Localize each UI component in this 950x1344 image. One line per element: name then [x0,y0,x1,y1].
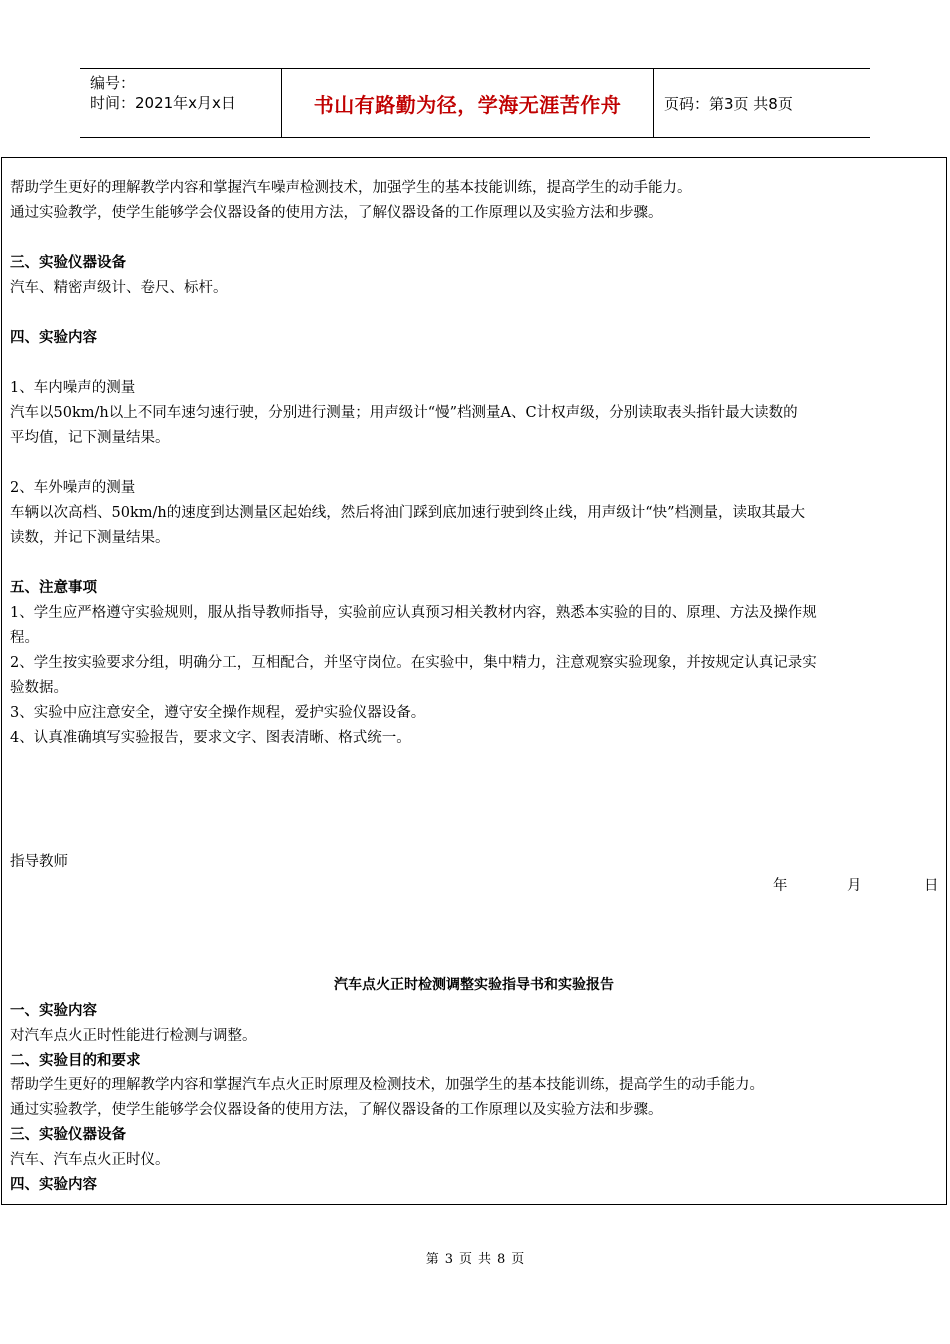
footer-total-pages: 8 [497,1252,506,1267]
section-heading: 一、实验内容 [10,1003,97,1019]
text-line: 读数，并记下测量结果。 [10,530,170,546]
date-year: 年 [773,878,788,894]
text-line: 2、车外噪声的测量 [10,480,136,496]
text-line: 验数据。 [10,680,68,696]
content-frame [1,157,947,1205]
header-info [80,69,282,137]
text-line: 3、实验中应注意安全，遵守安全操作规程，爱护实验仪器设备。 [10,705,426,721]
section-heading: 三、实验仪器设备 [10,255,126,271]
text-line: 2、学生按实验要求分组，明确分工，互相配合，并坚守岗位。在实验中，集中精力，注意观察实验现象，并按规定认真记录实 [10,655,817,671]
section-heading: 四、实验内容 [10,1177,97,1193]
section-heading: 四、实验内容 [10,330,97,346]
date-day: 日 [924,878,939,894]
text-line: 汽车以50km/h以上不同车速匀速行驶，分别进行测量；用声级计“慢”档测量A、C计权声级，分别读取表头指针最大读数的 [10,405,798,421]
page-footer [0,1248,950,1267]
text-line: 汽车、汽车点火正时仪。 [10,1152,170,1168]
section-heading: 三、实验仪器设备 [10,1127,126,1143]
date-month: 月 [847,878,862,894]
text-line: 4、认真准确填写实验报告，要求文字、图表清晰、格式统一。 [10,730,411,746]
section-title: 汽车点火正时检测调整实验指导书和实验报告 [334,977,614,993]
footer-text: 共 [478,1252,492,1267]
footer-text: 页 [458,1252,472,1267]
footer-page-number: 3 [444,1252,453,1267]
time-label: 时间：2021年x月x日 [90,94,236,112]
text-line: 帮助学生更好的理解教学内容和掌握汽车点火正时原理及检测技术，加强学生的基本技能训练，提高学生的动手能力。 [10,1077,764,1093]
header-motto: 书山有路勤为径，学海无涯苦作舟 [282,69,654,137]
section-heading: 五、注意事项 [10,580,97,596]
section-heading: 二、实验目的和要求 [10,1053,141,1069]
footer-text: 第 [425,1252,439,1267]
page-header [80,68,870,138]
text-line: 1、车内噪声的测量 [10,380,136,396]
text-line: 平均值，记下测量结果。 [10,430,170,446]
number-label: 编号： [90,74,136,92]
text-line: 帮助学生更好的理解教学内容和掌握汽车噪声检测技术，加强学生的基本技能训练，提高学生的动手能力。 [10,180,692,196]
text-line: 汽车、精密声级计、卷尺、标杆。 [10,280,228,296]
text-line: 车辆以次高档、50km/h的速度到达测量区起始线，然后将油门踩到底加速行驶到终止线，用声级计“快”档测量，读取其最大 [10,505,806,521]
header-page-label: 页码：第3页 共8页 [664,94,793,113]
footer-text: 页 [511,1252,525,1267]
instructor-label: 指导教师 [10,854,68,870]
text-line: 通过实验教学，使学生能够学会仪器设备的使用方法，了解仪器设备的工作原理以及实验方法和步骤。 [10,1102,663,1118]
text-line: 对汽车点火正时性能进行检测与调整。 [10,1028,257,1044]
text-line: 程。 [10,630,39,646]
text-line: 1、学生应严格遵守实验规则，服从指导教师指导，实验前应认真预习相关教材内容，熟悉本实验的目的、原理、方法及操作规 [10,605,817,621]
text-line: 通过实验教学，使学生能够学会仪器设备的使用方法，了解仪器设备的工作原理以及实验方法和步骤。 [10,205,663,221]
